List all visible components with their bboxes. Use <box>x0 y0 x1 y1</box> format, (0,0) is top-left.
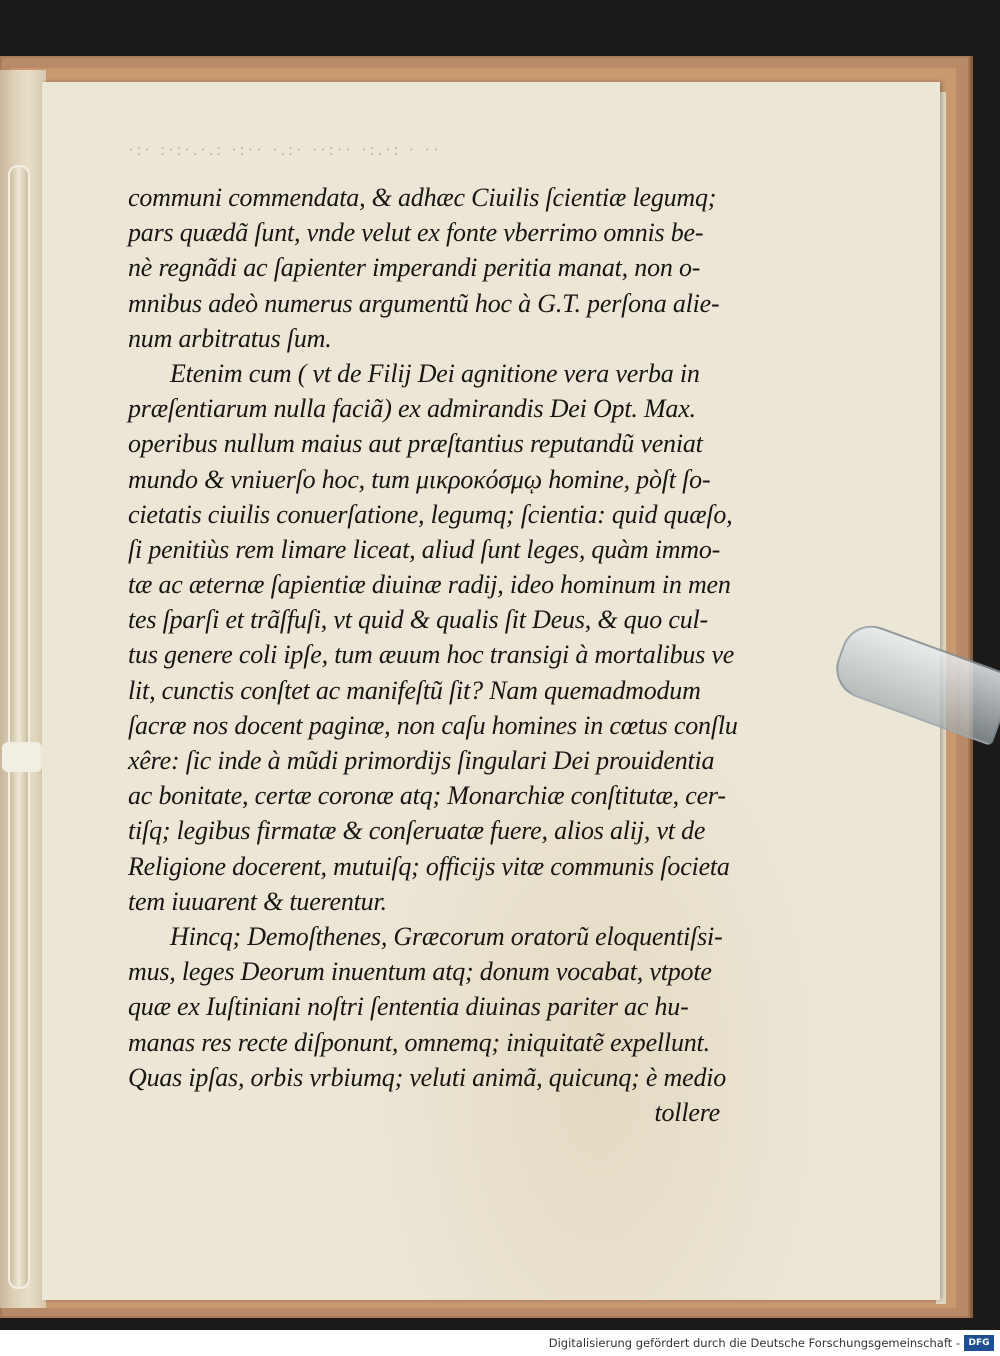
text-line: tiſq; legibus firmatæ & conſeruatæ fuere, alios alij, vt de <box>128 816 706 846</box>
text-line: ſacræ nos docent paginæ, non caſu homines in cœtus conſlu <box>128 710 738 740</box>
text-line: tæ ac æternæ ſapientiæ diuinæ radij, ideo hominum in men <box>128 570 731 600</box>
text-line: xêre: ſic inde à mũdi primordijs ſingulari Dei prouidentia <box>128 746 715 775</box>
dfg-logo: DFG <box>964 1335 994 1351</box>
catchword: tollere <box>654 1097 720 1127</box>
book-spine <box>0 70 46 1308</box>
text-line: Religione docerent, mutuiſq; officijs vitæ communis ſocieta <box>128 851 730 881</box>
text-line: manas res recte diſponunt, omnemq; iniquitatẽ expellunt. <box>128 1027 710 1057</box>
text-line: communi commendata, & adhæc Ciuilis ſcientiæ legumq; <box>128 183 717 212</box>
text-line: Quas ipſas, orbis vrbiumq; veluti animã, quicunq; è medio <box>128 1062 727 1092</box>
text-line: lit, cunctis conſtet ac manifeſtũ ſit? Nam quemadmodum <box>128 675 701 705</box>
text-line: tem iuuarent & tuerentur. <box>128 886 387 916</box>
text-line: ac bonitate, certæ coronæ atq; Monarchiæ conſtitutæ, cer- <box>128 781 726 811</box>
binding-knot <box>2 742 42 772</box>
digitization-footer <box>0 1330 1000 1356</box>
text-line: Hincq; Demoſthenes, Græcorum oratorũ eloquentiſsi- <box>170 921 723 951</box>
text-line: nè regnãdi ac ſapienter imperandi peritia manat, non o- <box>128 253 701 283</box>
binding-cord <box>8 165 30 1289</box>
text-line: mus, leges Deorum inuentum atq; donum vocabat, vtpote <box>128 957 712 987</box>
funding-credit: Digitalisierung gefördert durch die Deutsche Forschungsgemeinschaft - <box>548 1336 960 1350</box>
text-line: tes ſparſi et trãſfuſi, vt quid & qualis ſit Deus, & quo cul- <box>128 605 708 635</box>
page-text-block <box>128 180 738 1130</box>
text-line: ſi penitiùs rem limare liceat, aliud ſunt leges, quàm immo- <box>128 534 721 564</box>
text-line: mundo & vniuerſo hoc, tum μικροκόσμῳ homine, pòſt ſo- <box>128 464 711 494</box>
text-line: operibus nullum maius aut præſtantius reputandũ veniat <box>128 429 703 459</box>
text-line: pars quædã ſunt, vnde velut ex fonte vberrimo omnis be- <box>128 218 704 248</box>
text-line: cietatis ciuilis conuerſatione, legumq; ſcientia: quid quæſo, <box>128 499 733 529</box>
text-line: tus genere coli ipſe, tum æuum hoc transigi à mortalibus ve <box>128 640 735 670</box>
text-line: Etenim cum ( vt de Filij Dei agnitione vera verba in <box>170 358 700 388</box>
text-line: quæ ex Iuſtiniani noſtri ſententia diuinas pariter ac hu- <box>128 992 689 1022</box>
text-line: mnibus adeò numerus argumentũ hoc à G.T. perſona alie- <box>128 288 720 318</box>
text-line: num arbitratus ſum. <box>128 323 332 353</box>
bleed-through-text: ·:· :·:·.·.: ·:·· ·.:· ··:·· ·:.·: · ·· <box>128 140 442 159</box>
text-line: præſentiarum nulla faciã) ex admirandis Dei Opt. Max. <box>128 394 696 424</box>
